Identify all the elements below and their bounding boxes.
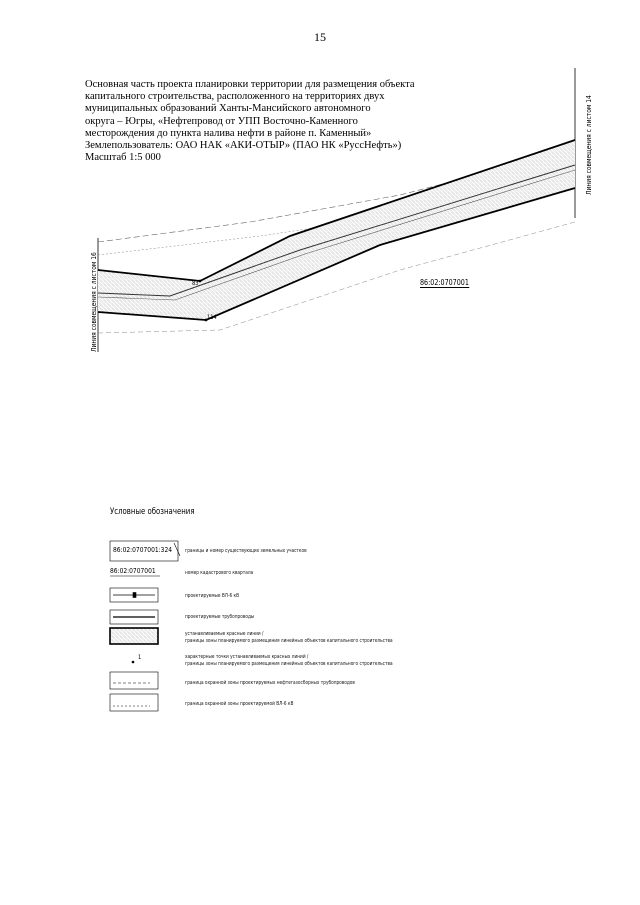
- legend-item: граница охранной зоны проектируемых нефтегазосборных трубопроводов: [185, 680, 355, 686]
- page-number: 15: [314, 30, 326, 44]
- header-line: муниципальных образований Ханты-Мансийского автономного: [85, 103, 371, 115]
- header-line: Землепользователь: ОАО НАК «АКИ-ОТЫР» (ПАО НК «РуссНефть»): [85, 140, 402, 152]
- point-label: 83: [192, 280, 199, 287]
- legend-code: 86:02:0707001: [110, 567, 156, 575]
- match-line-left-label: Линия совмещения с листом 16: [90, 252, 98, 352]
- legend-item: проектируемые ВЛ-6 кВ: [185, 593, 240, 599]
- legend-marker: 1: [138, 654, 142, 661]
- legend-title: Условные обозначения: [110, 507, 195, 517]
- match-line-right-label: Линия совмещения с листом 14: [585, 95, 593, 195]
- header-line: месторождения до пункта налива нефти в районе п. Каменный»: [85, 127, 372, 139]
- legend-item: границы зоны планируемого размещения линейных объектов капитального строительства: [185, 638, 393, 644]
- legend-item: границы и номер существующих земельных участков: [185, 548, 307, 554]
- point-label: 114: [207, 314, 217, 321]
- header-line: капитального строительства, расположенного на территориях двух: [85, 91, 385, 103]
- quarter-label: 86:02:0707001: [420, 278, 469, 287]
- planned-zone-area: [98, 140, 575, 320]
- legend-code: 86:02:0707001:324: [113, 546, 173, 554]
- legend-item: граница охранной зоны проектируемой ВЛ-6 кВ: [185, 701, 294, 707]
- legend-item: характерные точки устанавливаемых красных линий /: [185, 654, 309, 660]
- header-line: Масштаб 1:5 000: [85, 152, 161, 164]
- characteristic-point: [199, 280, 202, 283]
- characteristic-point: [132, 661, 135, 664]
- legend-item: номер кадастрового квартала: [185, 570, 254, 576]
- legend-item: устанавливаемые красные линии /: [185, 631, 264, 637]
- header-line: округа – Югры, «Нефтепровод от УПП Восточно-Каменного: [85, 115, 358, 127]
- header-line: Основная часть проекта планировки территории для размещения объекта: [85, 79, 415, 90]
- legend-item: проектируемые трубопроводы: [185, 614, 255, 620]
- legend-item: границы зоны планируемого размещения линейных объектов капитального строительства: [185, 661, 393, 667]
